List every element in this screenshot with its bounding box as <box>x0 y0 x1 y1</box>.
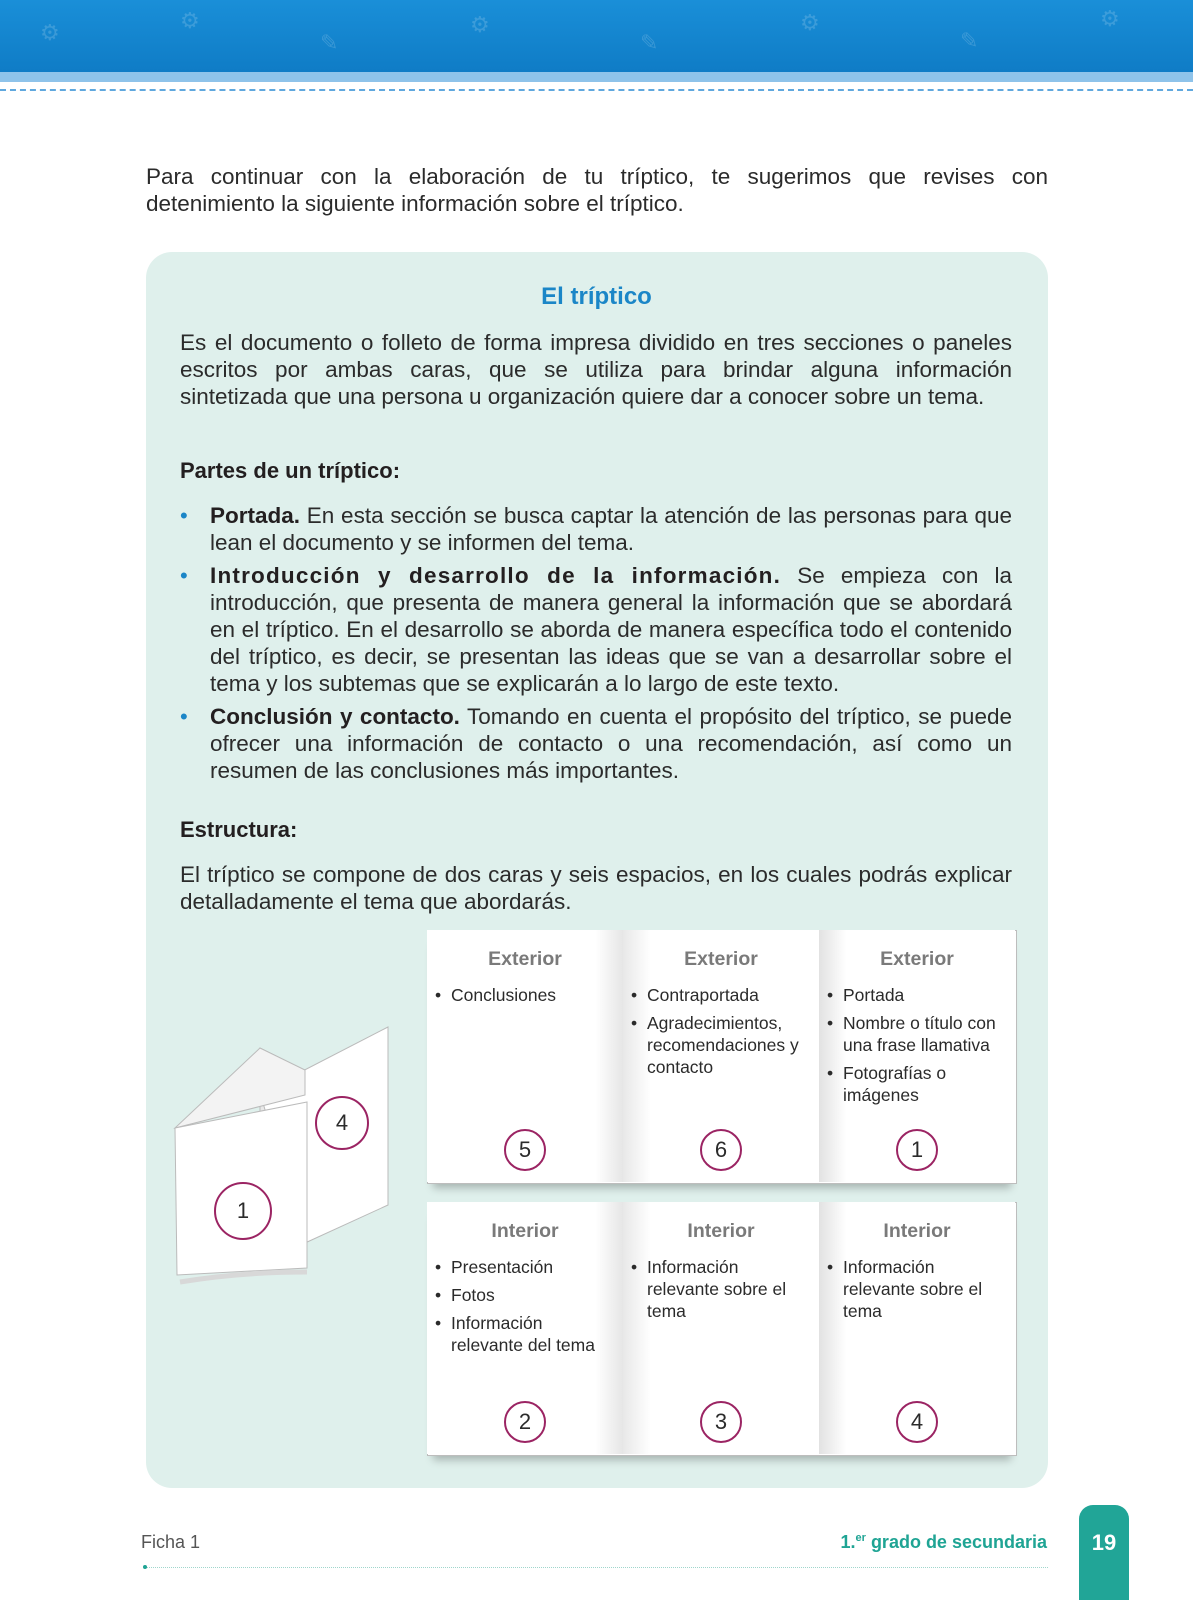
panel-number-badge: 3 <box>700 1401 742 1443</box>
footer-dot <box>143 1565 147 1569</box>
structure-heading: Estructura: <box>180 817 298 842</box>
list-item: • Contraportada <box>631 984 815 1006</box>
structure-paragraph: El tríptico se compone de dos caras y seis espacios, en los cuales podrás explicar detalladamente el tema que abordarás. <box>180 862 1012 914</box>
list-item: • Fotos <box>435 1284 619 1306</box>
bullet-icon: • <box>180 704 188 729</box>
panel-title: Exterior <box>880 948 954 970</box>
exterior-panels <box>427 930 1017 1184</box>
intro-paragraph: Para continuar con la elaboración de tu tríptico, te sugerimos que revises con detenimiento la siguiente información sobre el tríptico. <box>146 164 1048 216</box>
list-item: • Fotografías o imágenes <box>827 1062 1011 1106</box>
grade-text: grado de secundaria <box>865 1532 1047 1552</box>
header-banner <box>0 0 1193 72</box>
list-item: • Información relevante del tema <box>435 1312 619 1356</box>
parts-heading: Partes de un tríptico: <box>180 458 401 483</box>
footer-grade-label <box>841 1532 1047 1553</box>
panel-number-badge: 1 <box>896 1129 938 1171</box>
gear-icon: ⚙ <box>1100 6 1120 31</box>
list-item: • Nombre o título con una frase llamativa <box>827 1012 1011 1056</box>
gear-icon: ⚙ <box>470 12 490 37</box>
interior-panels <box>427 1202 1017 1456</box>
panel-number-badge: 5 <box>504 1129 546 1171</box>
part-title: Introducción y desarrollo de la información. <box>210 563 782 588</box>
page-number: 19 <box>1079 1505 1129 1600</box>
part-text: Se empieza con la introducción, que presenta de manera general la información que se abordará en el tríptico. En el desarrollo se aborda de manera específica todo el contenido del tríptico, es decir, se presentan las ideas que se van a desarrollar sobre el tema y los subtemas que se explicarán a lo largo de este texto. <box>210 563 1012 696</box>
gear-icon: ⚙ <box>180 8 200 33</box>
list-item <box>180 703 1012 784</box>
list-item: • Conclusiones <box>435 984 619 1006</box>
panel-items <box>631 1256 815 1328</box>
parts-list <box>180 502 1012 790</box>
list-item: • Agradecimientos, recomendaciones y contacto <box>631 1012 815 1078</box>
pencil-icon: ✎ <box>960 28 979 53</box>
pencil-icon: ✎ <box>640 30 659 55</box>
list-item <box>180 502 1012 556</box>
header-dashed-divider <box>0 89 1193 91</box>
panel-number-badge: 1 <box>214 1182 272 1240</box>
part-title: Conclusión y contacto. <box>210 704 460 729</box>
footer-divider <box>146 1567 1048 1568</box>
folded-triptych-illustration <box>170 1010 400 1290</box>
panel-items <box>435 984 619 1012</box>
bullet-icon: • <box>180 503 188 528</box>
list-item <box>180 562 1012 697</box>
part-text: En esta sección se busca captar la atención de las personas para que lean el documento y se informen del tema. <box>210 503 1012 555</box>
panel-number-badge: 2 <box>504 1401 546 1443</box>
panel-title: Exterior <box>488 948 562 970</box>
definition-paragraph: Es el documento o folleto de forma impresa dividido en tres secciones o paneles escritos por ambas caras, que se utiliza para brindar alguna información sintetizada que una persona u organización quiere dar a conocer sobre un tema. <box>180 330 1012 409</box>
list-item: • Información relevante sobre el tema <box>827 1256 1011 1322</box>
interior-panel <box>819 1202 1015 1454</box>
panel-title: Interior <box>883 1220 951 1242</box>
panel-title: Exterior <box>684 948 758 970</box>
part-title: Portada. <box>210 503 301 528</box>
footer-ficha-label: Ficha 1 <box>141 1532 201 1552</box>
panel-items <box>631 984 815 1084</box>
grade-number: 1. <box>840 1532 856 1552</box>
exterior-panel <box>623 930 819 1182</box>
exterior-panel <box>427 930 623 1182</box>
panel-items <box>827 1256 1011 1328</box>
gear-icon: ⚙ <box>40 20 60 45</box>
interior-panel <box>623 1202 819 1454</box>
list-item: • Información relevante sobre el tema <box>631 1256 815 1322</box>
lightbulb-icon: ✎ <box>320 30 339 55</box>
exterior-panel <box>819 930 1015 1182</box>
panel-number-badge: 6 <box>700 1129 742 1171</box>
interior-panel <box>427 1202 623 1454</box>
list-item: • Presentación <box>435 1256 619 1278</box>
bullet-icon: • <box>180 563 188 588</box>
header-strip <box>0 72 1193 82</box>
list-item: • Portada <box>827 984 1011 1006</box>
grade-ordinal: er <box>855 1532 866 1544</box>
part-text: Tomando en cuenta el propósito del tríptico, se puede ofrecer una información de contacto o una recomendación, así como un resumen de las conclusiones más importantes. <box>210 704 1012 783</box>
folded-triptych-drawing <box>170 1010 400 1290</box>
panel-number-badge: 4 <box>896 1401 938 1443</box>
panel-items <box>435 1256 619 1362</box>
panel-number-badge: 4 <box>315 1096 369 1150</box>
panel-title: Interior <box>491 1220 559 1242</box>
box-title: El tríptico <box>541 283 652 310</box>
panel-title: Interior <box>687 1220 755 1242</box>
gear-icon: ⚙ <box>800 10 820 35</box>
panel-items <box>827 984 1011 1112</box>
